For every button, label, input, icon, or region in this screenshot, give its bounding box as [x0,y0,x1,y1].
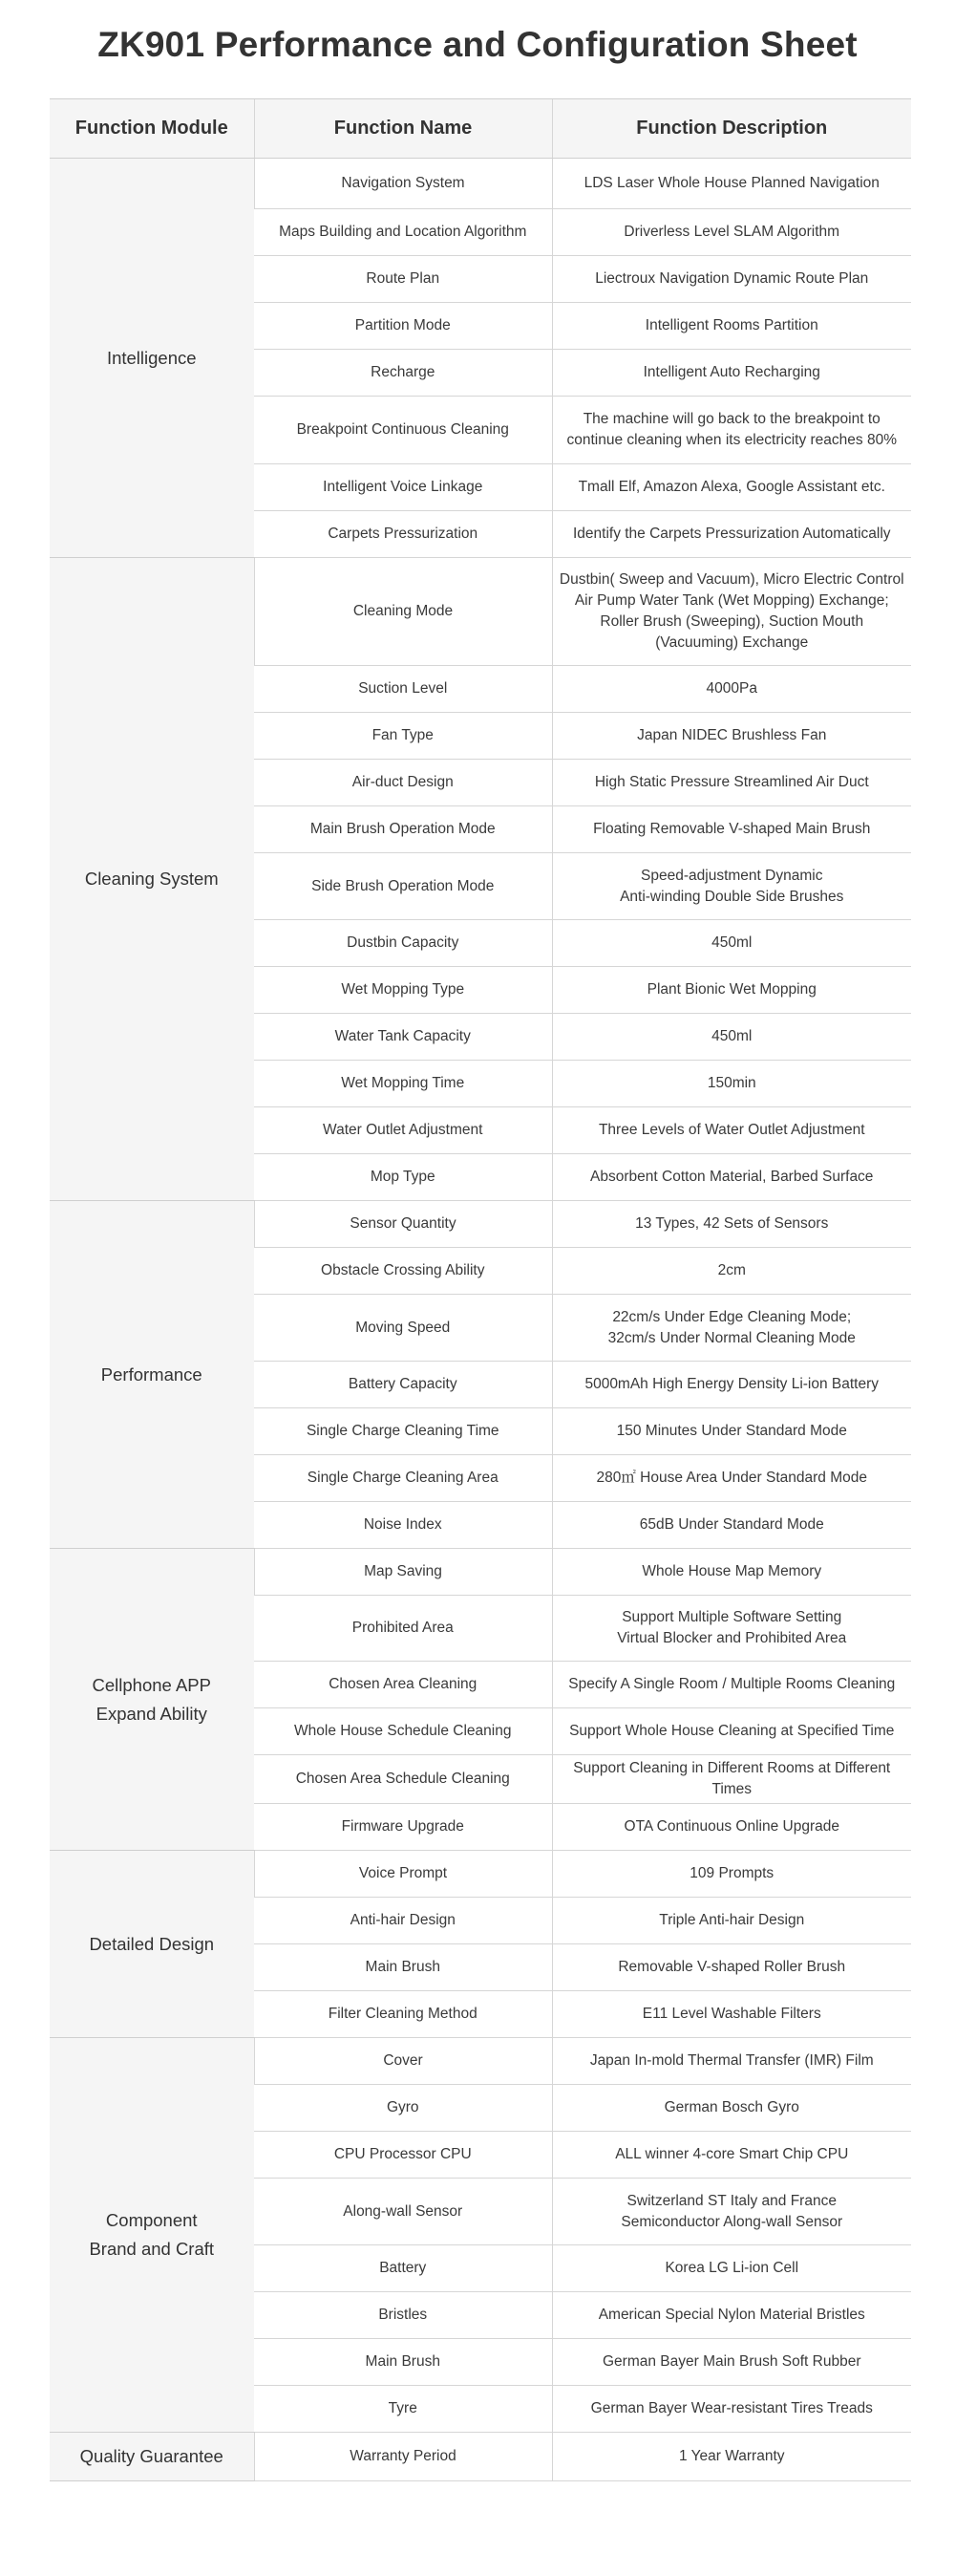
function-description-cell: 65dB Under Standard Mode [552,1502,911,1549]
function-description-cell: Support Cleaning in Different Rooms at Different Times [552,1755,911,1804]
header-function-name: Function Name [254,99,552,159]
function-name-cell: Mop Type [254,1154,552,1201]
function-module-cell: Performance [50,1201,254,1549]
function-name-cell: Obstacle Crossing Ability [254,1248,552,1295]
function-module-cell: Cellphone APP Expand Ability [50,1549,254,1851]
function-name-cell: Carpets Pressurization [254,511,552,558]
function-description-cell: E11 Level Washable Filters [552,1991,911,2038]
function-name-cell: Main Brush [254,2339,552,2386]
function-name-cell: Main Brush [254,1944,552,1991]
function-description-cell: Support Whole House Cleaning at Specified Time [552,1708,911,1755]
function-name-cell: Battery [254,2245,552,2292]
function-description-cell: Tmall Elf, Amazon Alexa, Google Assistant etc. [552,464,911,511]
function-name-cell: Main Brush Operation Mode [254,806,552,853]
function-description-cell: Driverless Level SLAM Algorithm [552,209,911,256]
function-name-cell: Gyro [254,2085,552,2132]
function-description-cell: German Bayer Wear-resistant Tires Treads [552,2386,911,2433]
function-description-cell: Support Multiple Software Setting Virtual Blocker and Prohibited Area [552,1596,911,1662]
function-name-cell: Intelligent Voice Linkage [254,464,552,511]
function-description-cell: Triple Anti-hair Design [552,1898,911,1944]
function-description-cell: 5000mAh High Energy Density Li-ion Battery [552,1362,911,1408]
function-description-cell: 150 Minutes Under Standard Mode [552,1408,911,1455]
function-name-cell: CPU Processor CPU [254,2132,552,2179]
function-name-cell: Filter Cleaning Method [254,1991,552,2038]
function-description-cell: 280㎡ House Area Under Standard Mode [552,1455,911,1502]
function-description-cell: 450ml [552,920,911,967]
table-row [50,558,911,666]
table-row [50,1851,911,1898]
function-name-cell: Battery Capacity [254,1362,552,1408]
function-description-cell: High Static Pressure Streamlined Air Duct [552,760,911,806]
function-name-cell: Whole House Schedule Cleaning [254,1708,552,1755]
function-name-cell: Breakpoint Continuous Cleaning [254,397,552,464]
function-name-cell: Warranty Period [254,2433,552,2481]
function-description-cell: 450ml [552,1014,911,1061]
function-description-cell: American Special Nylon Material Bristles [552,2292,911,2339]
function-name-cell: Map Saving [254,1549,552,1596]
function-description-cell: Intelligent Auto Recharging [552,350,911,397]
function-description-cell: Specify A Single Room / Multiple Rooms Cleaning [552,1662,911,1708]
function-name-cell: Maps Building and Location Algorithm [254,209,552,256]
function-name-cell: Noise Index [254,1502,552,1549]
function-name-cell: Wet Mopping Time [254,1061,552,1107]
function-module-cell: Intelligence [50,159,254,558]
function-module-cell: Quality Guarantee [50,2433,254,2481]
function-description-cell: 2cm [552,1248,911,1295]
table-row [50,1549,911,1596]
table-row [50,159,911,209]
function-description-cell: Removable V-shaped Roller Brush [552,1944,911,1991]
function-description-cell: German Bosch Gyro [552,2085,911,2132]
spec-table-body [50,159,911,2481]
function-name-cell: Tyre [254,2386,552,2433]
function-description-cell: 1 Year Warranty [552,2433,911,2481]
function-name-cell: Route Plan [254,256,552,303]
function-description-cell: 109 Prompts [552,1851,911,1898]
function-name-cell: Chosen Area Cleaning [254,1662,552,1708]
function-name-cell: Wet Mopping Type [254,967,552,1014]
function-description-cell: Liectroux Navigation Dynamic Route Plan [552,256,911,303]
function-description-cell: Speed-adjustment Dynamic Anti-winding Double Side Brushes [552,853,911,920]
function-description-cell: LDS Laser Whole House Planned Navigation [552,159,911,209]
function-name-cell: Air-duct Design [254,760,552,806]
function-description-cell: ALL winner 4-core Smart Chip CPU [552,2132,911,2179]
function-description-cell: Korea LG Li-ion Cell [552,2245,911,2292]
function-name-cell: Partition Mode [254,303,552,350]
function-description-cell: Dustbin( Sweep and Vacuum), Micro Electric Control Air Pump Water Tank (Wet Mopping) Exchange; Roller Brush (Sweeping), Suction Mouth (Vacuuming) Exchange [552,558,911,666]
function-description-cell: 4000Pa [552,666,911,713]
function-name-cell: Single Charge Cleaning Area [254,1455,552,1502]
spec-table [50,98,911,2481]
function-description-cell: OTA Continuous Online Upgrade [552,1804,911,1851]
function-description-cell: Japan NIDEC Brushless Fan [552,713,911,760]
function-description-cell: Absorbent Cotton Material, Barbed Surface [552,1154,911,1201]
header-function-description: Function Description [552,99,911,159]
function-name-cell: Anti-hair Design [254,1898,552,1944]
function-description-cell: Identify the Carpets Pressurization Automatically [552,511,911,558]
function-name-cell: Along-wall Sensor [254,2179,552,2245]
function-name-cell: Moving Speed [254,1295,552,1362]
function-name-cell: Cleaning Mode [254,558,552,666]
function-name-cell: Sensor Quantity [254,1201,552,1248]
function-description-cell: 150min [552,1061,911,1107]
function-description-cell: 13 Types, 42 Sets of Sensors [552,1201,911,1248]
function-name-cell: Single Charge Cleaning Time [254,1408,552,1455]
function-name-cell: Recharge [254,350,552,397]
function-description-cell: Japan In-mold Thermal Transfer (IMR) Film [552,2038,911,2085]
function-module-cell: Detailed Design [50,1851,254,2038]
function-name-cell: Voice Prompt [254,1851,552,1898]
function-name-cell: Navigation System [254,159,552,209]
table-header-row [50,99,911,159]
function-description-cell: Three Levels of Water Outlet Adjustment [552,1107,911,1154]
function-description-cell: Plant Bionic Wet Mopping [552,967,911,1014]
function-name-cell: Water Tank Capacity [254,1014,552,1061]
table-row [50,2038,911,2085]
function-name-cell: Chosen Area Schedule Cleaning [254,1755,552,1804]
function-description-cell: Whole House Map Memory [552,1549,911,1596]
function-description-cell: Switzerland ST Italy and France Semiconductor Along-wall Sensor [552,2179,911,2245]
function-description-cell: Intelligent Rooms Partition [552,303,911,350]
function-description-cell: The machine will go back to the breakpoint to continue cleaning when its electricity reaches 80% [552,397,911,464]
function-name-cell: Cover [254,2038,552,2085]
function-description-cell: 22cm/s Under Edge Cleaning Mode; 32cm/s Under Normal Cleaning Mode [552,1295,911,1362]
function-name-cell: Firmware Upgrade [254,1804,552,1851]
table-row [50,1201,911,1248]
table-row [50,2433,911,2481]
page-title: ZK901 Performance and Configuration Sheet [97,25,858,64]
function-module-cell: Cleaning System [50,558,254,1201]
function-name-cell: Bristles [254,2292,552,2339]
function-description-cell: Floating Removable V-shaped Main Brush [552,806,911,853]
function-name-cell: Fan Type [254,713,552,760]
function-name-cell: Suction Level [254,666,552,713]
function-name-cell: Dustbin Capacity [254,920,552,967]
function-name-cell: Side Brush Operation Mode [254,853,552,920]
function-module-cell: Component Brand and Craft [50,2038,254,2433]
function-description-cell: German Bayer Main Brush Soft Rubber [552,2339,911,2386]
header-function-module: Function Module [50,99,254,159]
function-name-cell: Prohibited Area [254,1596,552,1662]
function-name-cell: Water Outlet Adjustment [254,1107,552,1154]
